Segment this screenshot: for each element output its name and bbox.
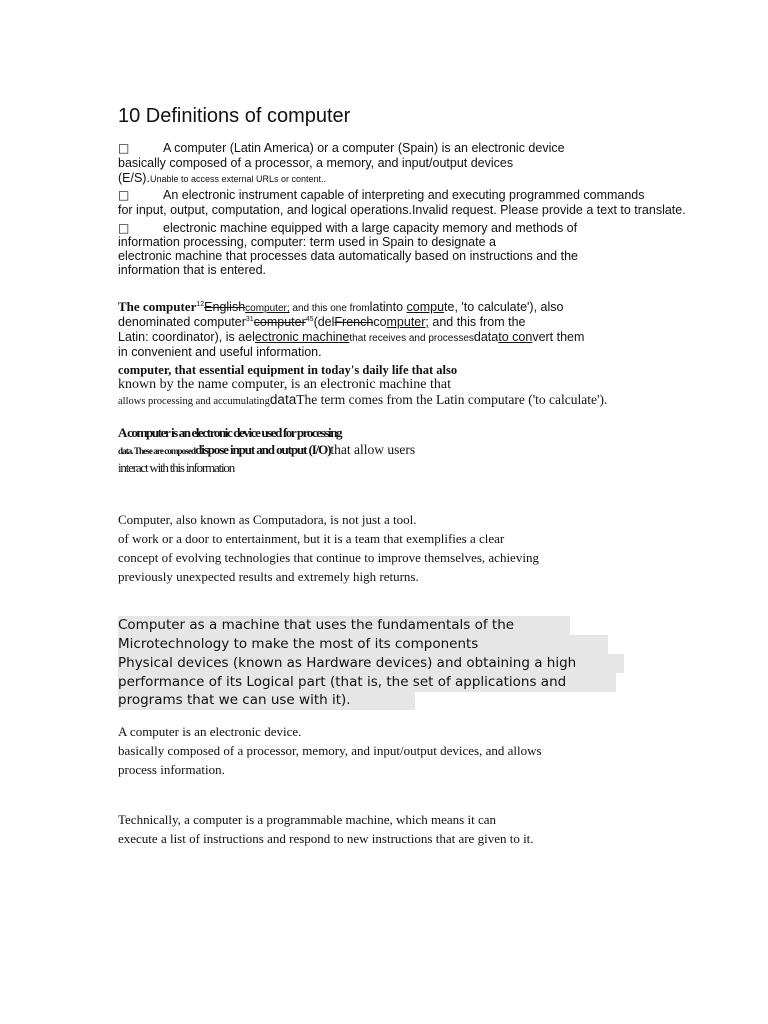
def1-line3: (E/S).Unable to access external URLs or content.. xyxy=(118,171,327,185)
para5-line1: computer, that essential equipment in today's daily life that also xyxy=(118,363,458,377)
para8-line5: programs that we can use with it). xyxy=(118,691,415,710)
bullet-icon: □ xyxy=(118,141,130,155)
para10-line2: execute a list of instructions and respond to new instructions that are given to it. xyxy=(118,831,534,846)
para7-line2: of work or a door to entertainment, but it is a team that exemplifies a clear xyxy=(118,531,505,546)
para8-line1: Computer as a machine that uses the fundamentals of the xyxy=(118,616,570,635)
page-title: 10 Definitions of computer xyxy=(118,105,351,127)
para5-line3: allows processing and accumulatingdataThe term comes from the Latin computare ('to calculate'). xyxy=(118,392,608,407)
bullet-icon: □ xyxy=(118,221,130,235)
para6-line2: data. These are composeddispose input and output (I/O)that allow users xyxy=(118,442,416,457)
para8-line3: Physical devices (known as Hardware devices) and obtaining a high xyxy=(118,654,624,673)
para4-line3: Latin: coordinator), is aelectronic machinethat receives and processesdatato convert them xyxy=(118,330,585,344)
def3-line3: electronic machine that processes data automatically based on instructions and the xyxy=(118,249,578,263)
para7-line4: previously unexpected results and extremely high returns. xyxy=(118,569,419,584)
para10-line1: Technically, a computer is a programmable machine, which means it can xyxy=(118,812,496,827)
para7-line3: concept of evolving technologies that continue to improve themselves, achieving xyxy=(118,550,539,565)
para7-line1: Computer, also known as Computadora, is not just a tool. xyxy=(118,512,417,527)
para6-line1: A computer is an electronic device used for processing xyxy=(118,425,342,440)
def3-line1: electronic machine equipped with a large capacity memory and methods of xyxy=(163,221,578,235)
para9-line3: process information. xyxy=(118,762,225,777)
para6-line3: interact with this information xyxy=(118,460,234,475)
para9-line1: A computer is an electronic device. xyxy=(118,724,302,739)
def3-line2: information processing, computer: term used in Spain to designate a xyxy=(118,235,496,249)
para8-line2: Microtechnology to make the most of its components xyxy=(118,635,608,654)
def1-line2: basically composed of a processor, a memory, and input/output devices xyxy=(118,156,514,170)
para8-line4: performance of its Logical part (that is, the set of applications and xyxy=(118,673,616,692)
para5-line2: known by the name computer, is an electronic machine that xyxy=(118,377,451,392)
para4-line2: denominated computer$^{31}$computer$^{45}$(delFrenchcomputer; and this from the xyxy=(118,315,526,329)
bullet-icon: □ xyxy=(118,188,130,202)
para9-line2: basically composed of a processor, memory, and input/output devices, and allows xyxy=(118,743,542,758)
def2-line2: for input, output, computation, and logical operations.Invalid request. Please provide a text to translate. xyxy=(118,203,686,217)
para4-line4: in convenient and useful information. xyxy=(118,345,322,359)
para4-line1: The computer$^{12}$Englishcomputer; and this one fromlatinto compute, 'to calculate'), also xyxy=(118,299,564,314)
def1-line1: A computer (Latin America) or a computer (Spain) is an electronic device xyxy=(163,141,565,155)
def3-line4: information that is entered. xyxy=(118,263,266,277)
def2-line1: An electronic instrument capable of interpreting and executing programmed commands xyxy=(163,188,645,202)
